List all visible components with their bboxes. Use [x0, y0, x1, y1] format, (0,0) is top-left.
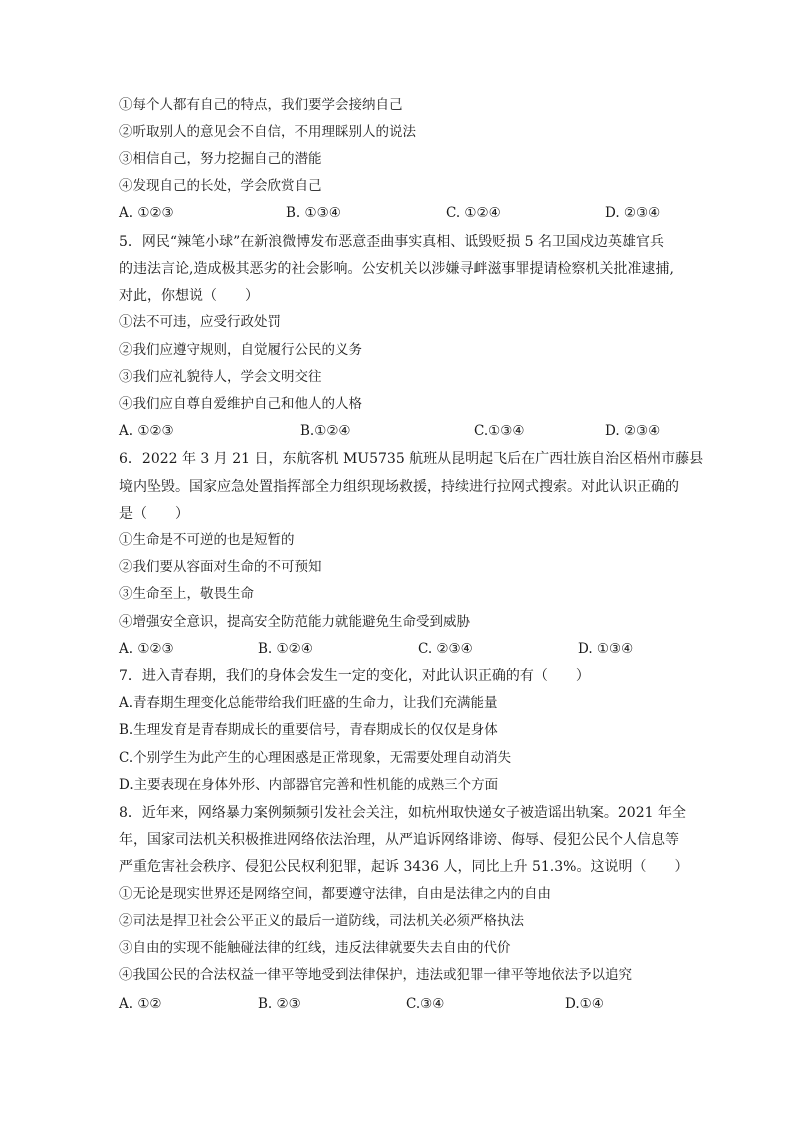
q7-option-a: A.青春期生理变化总能带给我们旺盛的生命力，让我们充满能量	[119, 695, 498, 711]
q5-item-2: ②我们应遵守规则，自觉履行公民的义务	[119, 342, 362, 358]
q5-option-d: D. ②③④	[605, 423, 661, 439]
q8-stem-line-2: 年，国家司法机关积极推进网络依法治理，从严追诉网络诽谤、侮辱、侵犯公民个人信息等	[119, 832, 679, 848]
q8-item-2: ②司法是捍卫社会公平正义的最后一道防线，司法机关必须严格执法	[119, 913, 524, 929]
q5-item-4: ④我们应自尊自爱维护自己和他人的人格	[119, 396, 362, 412]
q7-stem-line-1: 7．进入青春期，我们的身体会发生一定的变化，对此认识正确的有（ ）	[119, 668, 590, 684]
q7-option-c: C.个别学生为此产生的心理困惑是正常现象，无需要处理自动消失	[119, 750, 512, 766]
q7-option-b: B.生理发育是青春期成长的重要信号，青春期成长的仅仅是身体	[119, 722, 498, 738]
q4-item-3: ③相信自己，努力挖掘自己的潜能	[119, 151, 322, 167]
q5-option-c: C.①③④	[474, 423, 525, 439]
q5-stem-line-2: 的违法言论,造成极其恶劣的社会影响。公安机关以涉嫌寻衅滋事罪提请检察机关批准逮捕,	[119, 261, 674, 277]
q6-option-a: A. ①②③	[119, 641, 174, 657]
q4-item-2: ②听取别人的意见会不自信，不用理睬别人的说法	[119, 124, 416, 140]
q8-item-4: ④我国公民的合法权益一律平等地受到法律保护，违法或犯罪一律平等地依法予以追究	[119, 967, 632, 983]
q4-item-1: ①每个人都有自己的特点，我们要学会接纳自己	[119, 97, 403, 113]
q6-stem-line-2: 境内坠毁。国家应急处置指挥部全力组织现场救援，持续进行拉网式搜索。对此认识正确的	[119, 479, 679, 495]
q8-option-c: C.③④	[406, 996, 445, 1012]
q8-stem-line-3: 严重危害社会秩序、侵犯公民权利犯罪，起诉 3436 人，同比上升 51.3%。这说明（ ）	[119, 859, 689, 875]
q8-item-3: ③自由的实现不能触碰法律的红线，违反法律就要失去自由的代价	[119, 940, 511, 956]
q4-option-b: B. ①③④	[286, 205, 341, 221]
q5-item-1: ①法不可违，应受行政处罚	[119, 314, 281, 330]
q5-stem-line-3: 对此，你想说（ ）	[119, 288, 259, 304]
q7-option-d: D.主要表现在身体外形、内部器官完善和性机能的成熟三个方面	[119, 777, 499, 793]
q6-option-b: B. ①②④	[258, 641, 313, 657]
q6-item-1: ①生命是不可逆的也是短暂的	[119, 532, 295, 548]
q6-stem-line-3: 是（ ）	[119, 506, 189, 522]
q5-option-a: A. ①②③	[119, 423, 174, 439]
q8-option-d: D.①④	[565, 996, 604, 1012]
q6-item-2: ②我们要从容面对生命的不可预知	[119, 559, 322, 575]
q5-stem-line-1: 5．网民“辣笔小球”在新浪微博发布恶意歪曲事实真相、诋毁贬损 5 名卫国戍边英雄官兵	[119, 234, 665, 250]
q8-option-a: A. ①②	[119, 996, 162, 1012]
q6-item-3: ③生命至上，敬畏生命	[119, 586, 254, 602]
q6-item-4: ④增强安全意识，提高安全防范能力就能避免生命受到威胁	[119, 614, 470, 630]
q4-item-4: ④发现自己的长处，学会欣赏自己	[119, 178, 322, 194]
q8-stem-line-1: 8．近年来，网络暴力案例频频引发社会关注，如杭州取快递女子被造谣出轨案。2021 年全	[119, 805, 686, 821]
q5-item-3: ③我们应礼貌待人，学会文明交往	[119, 369, 322, 385]
q5-option-b: B.①②④	[300, 423, 351, 439]
q4-option-a: A. ①②③	[119, 205, 174, 221]
q8-option-b: B. ②③	[258, 996, 301, 1012]
q6-stem-line-1: 6．2022 年 3 月 21 日，东航客机 MU5735 航班从昆明起飞后在广西壮族自治区梧州市藤县	[119, 451, 704, 467]
q4-option-c: C. ①②④	[446, 205, 501, 221]
q8-item-1: ①无论是现实世界还是网络空间，都要遵守法律，自由是法律之内的自由	[119, 886, 551, 902]
q6-option-c: C. ②③④	[418, 641, 473, 657]
q6-option-d: D. ①③④	[578, 641, 634, 657]
q4-option-d: D. ②③④	[605, 205, 661, 221]
